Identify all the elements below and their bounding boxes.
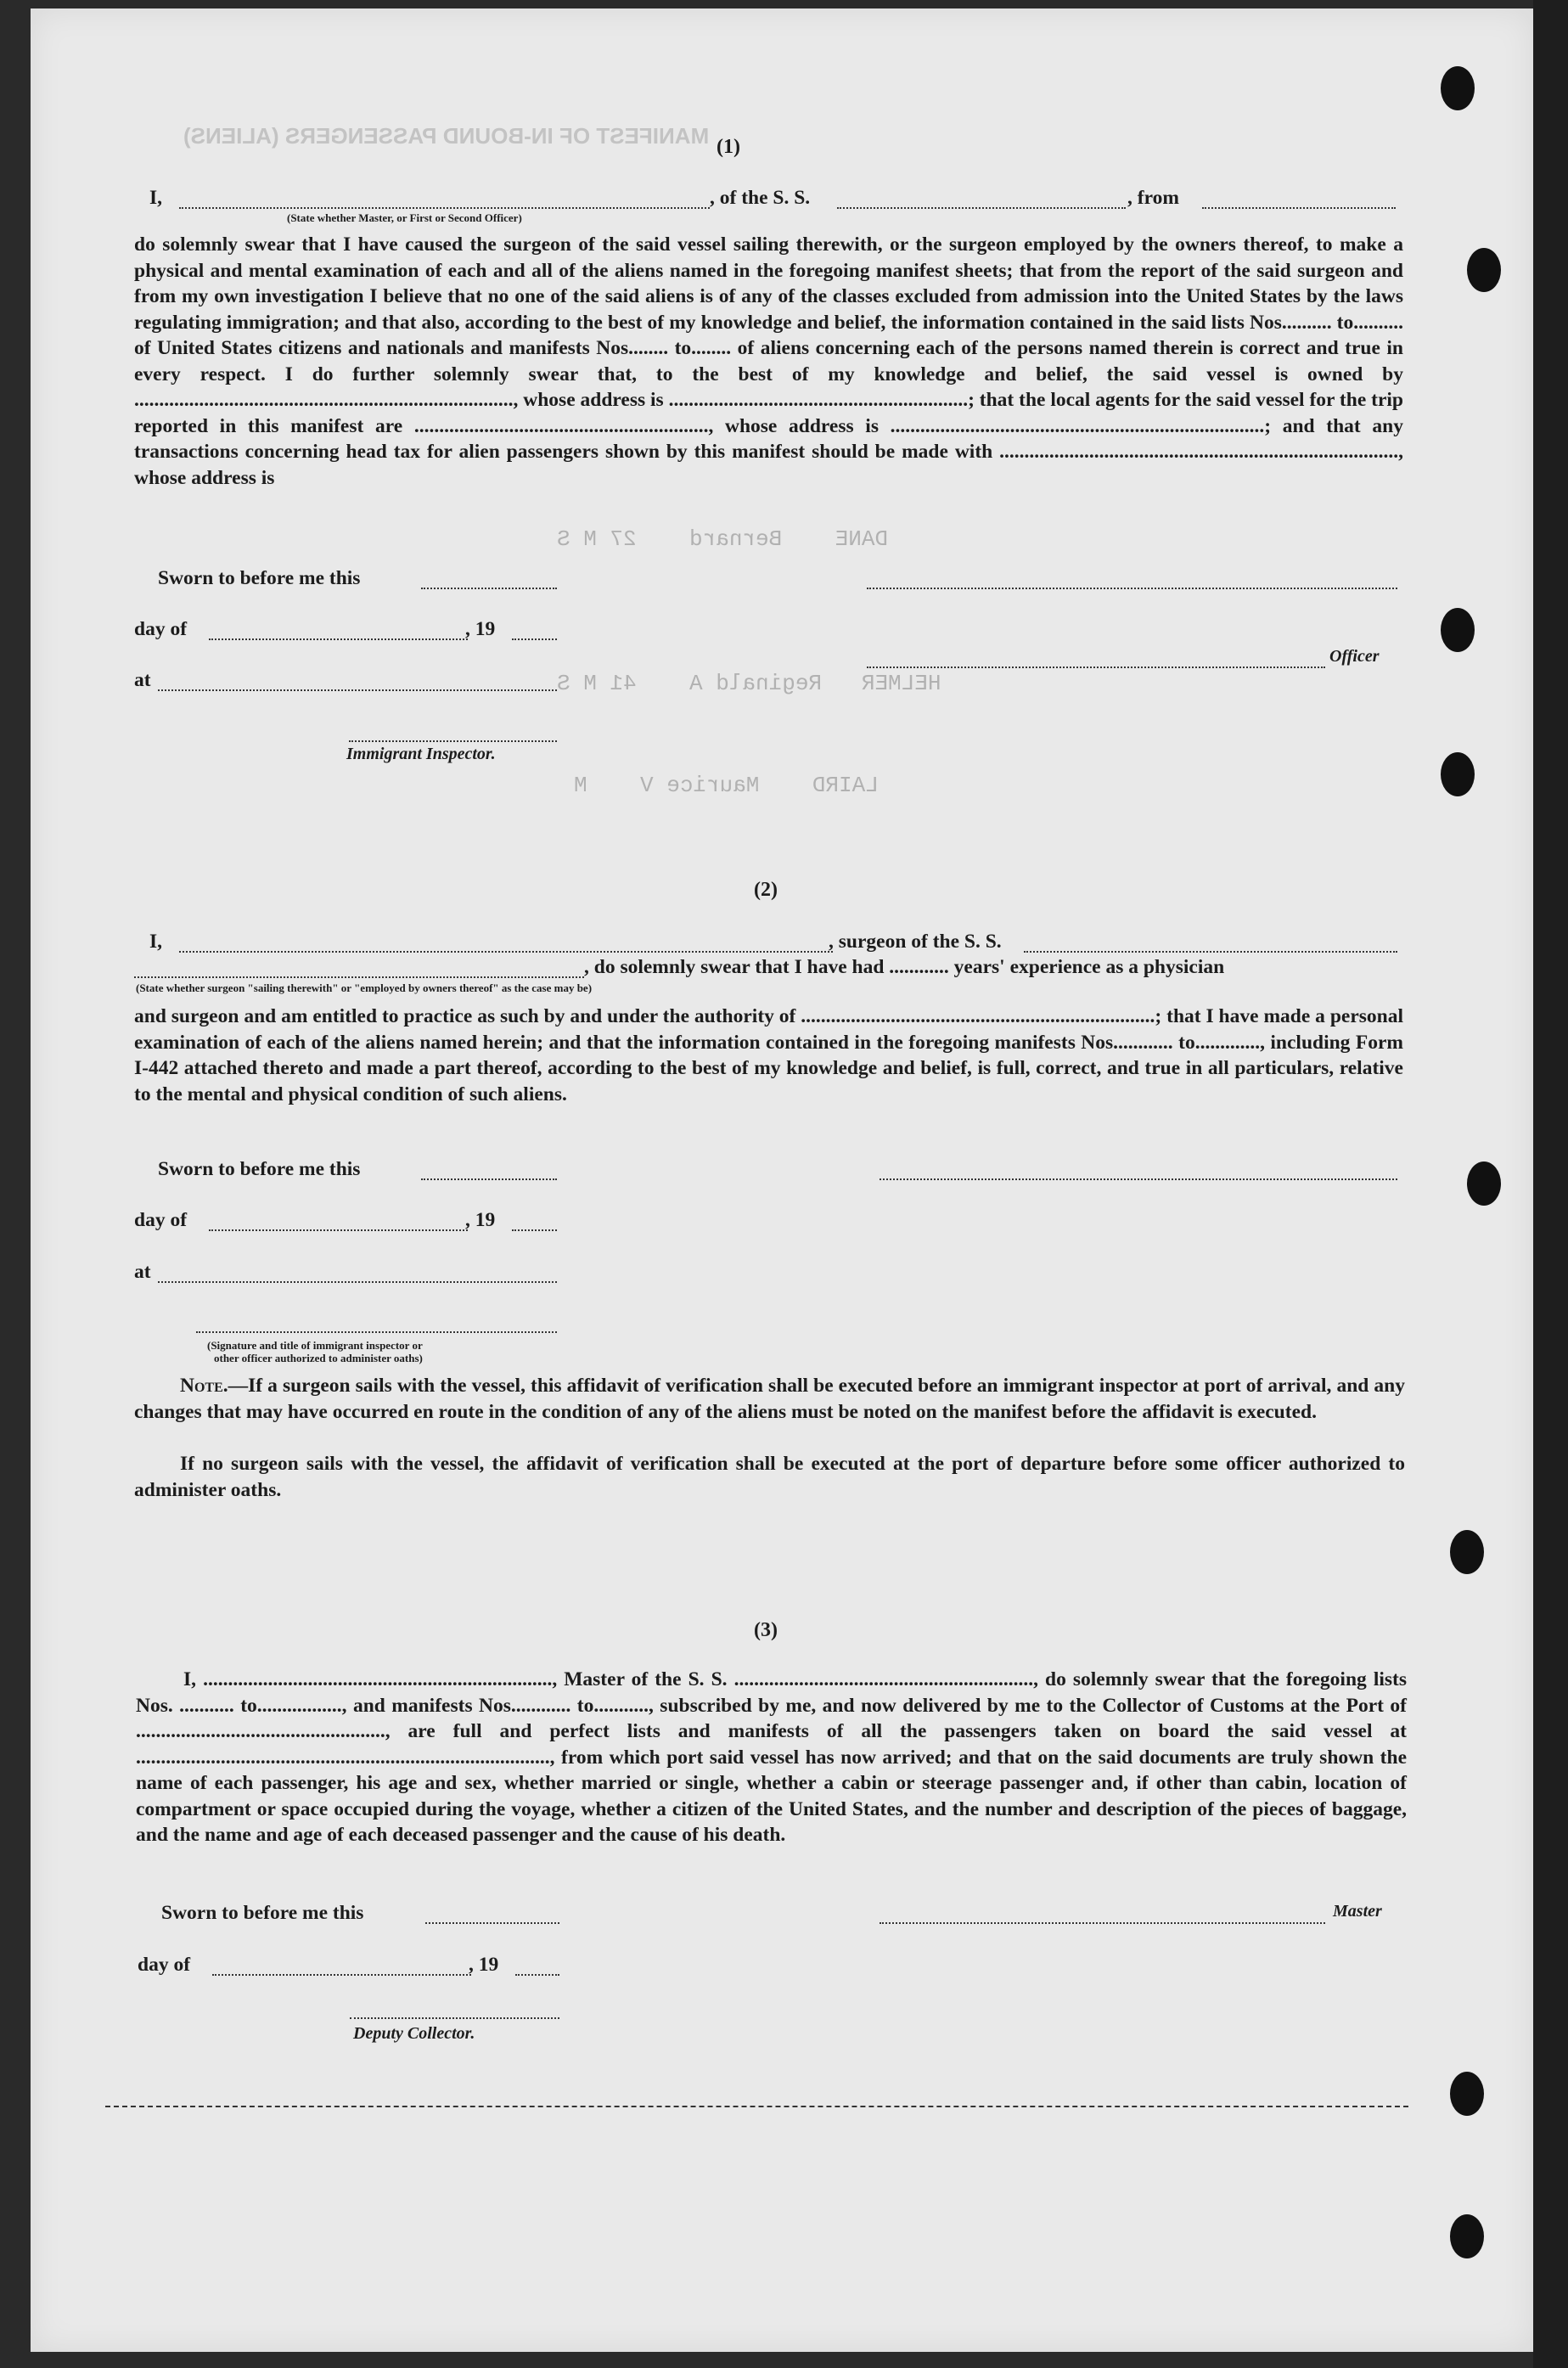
- inspector-signature-field-2[interactable]: [196, 1331, 557, 1333]
- at-field-1[interactable]: [158, 689, 557, 691]
- officer-name-field[interactable]: [179, 207, 710, 209]
- note-label: Note.: [180, 1375, 228, 1397]
- year-label-1: , 19: [465, 618, 496, 640]
- punch-hole-icon: [1441, 752, 1475, 796]
- vessel-label: , of the S. S.: [710, 187, 811, 209]
- officer-signature-field[interactable]: [867, 588, 1397, 589]
- day-of-label-2: day of: [134, 1209, 188, 1231]
- punch-hole-icon: [1450, 2072, 1484, 2116]
- oath-2-body: and surgeon and am entitled to practice as such by and under the authority of .......................................................................; that I have made a personal examination of each of the aliens named herein; and that the information contained in the foregoing manifests Nos............ to............., including Form I-442 attached thereto and made a part thereof, according to the best of my knowledge and belief, is full, correct, and true in all particulars, relative to the mental and physical condition of such aliens.: [134, 1005, 1403, 1105]
- at-label-1: at: [134, 669, 151, 691]
- surgeon-vessel-field[interactable]: [1024, 951, 1397, 953]
- oath-1-name-label: I,: [149, 187, 163, 209]
- surgeon-name-field[interactable]: [179, 951, 833, 953]
- year-field-1[interactable]: [512, 638, 557, 640]
- day-of-field-1[interactable]: [209, 638, 468, 640]
- punch-hole-icon: [1467, 248, 1501, 292]
- punch-hole-icon: [1441, 608, 1475, 652]
- sworn-label-2: Sworn to before me this: [158, 1158, 361, 1180]
- note-paragraph-2: If no surgeon sails with the vessel, the affidavit of verification shall be executed at the port of departure before some officer authorized to administer oaths.: [134, 1453, 1405, 1501]
- surgeon-status-field[interactable]: [134, 976, 584, 978]
- bleed-through-text: DANE Bernard 27 M S: [557, 526, 889, 552]
- from-label: , from: [1127, 187, 1179, 209]
- bleed-through-text: LAIRD Maurice V M: [574, 773, 879, 798]
- surgeon-experience-line: , do solemnly swear that I have had ............ years' experience as a physician: [584, 956, 1225, 978]
- section-2-number: (2): [754, 879, 778, 901]
- day-of-field-3[interactable]: [212, 1974, 471, 1976]
- deputy-collector-label: Deputy Collector.: [353, 2024, 475, 2043]
- oath-2-name-label: I,: [149, 931, 163, 953]
- bottom-rule: [105, 2106, 1408, 2107]
- oath-1-body: do solemnly swear that I have caused the surgeon of the said vessel sailing therewith, or the surgeon employed by the owners thereof, to make a physical and mental examination of each and all of the aliens named in the foregoing manifest sheets; that from the report of the said surgeon and from my own investigation I believe that no one of the said aliens is of any of the classes excluded from admission into the United States by the laws regulating immigration; and that also, according to the best of my knowledge and belief, the information contained in the said lists Nos.......... to.......... of United States citizens and nationals and manifests Nos........ to........ of aliens concerning each of the persons named therein is correct and true in every respect. I do further solemnly swear that, to the best of my knowledge and belief, the said vessel is owned by ............................................................................, whose address is ............................................................; that the local agents for the said vessel for the trip reported in this manifest are ..........................................................., whose address is ...........................................................................; and that any transactions concerning head tax for alien passengers shown by this manifest should be made with ................................................................................, whose address is: [134, 233, 1403, 489]
- sworn-date-field-3[interactable]: [425, 1922, 559, 1924]
- bleed-through-header: MANIFEST OF IN-BOUND PASSENGERS (ALIENS): [183, 123, 710, 149]
- at-field-2[interactable]: [158, 1281, 557, 1283]
- vessel-name-field[interactable]: [837, 207, 1126, 209]
- day-of-label-3: day of: [138, 1954, 191, 1976]
- deputy-signature-field[interactable]: [350, 2017, 559, 2019]
- punch-hole-icon: [1467, 1162, 1501, 1206]
- sworn-date-field-2[interactable]: [421, 1178, 557, 1180]
- inspector-signature-field[interactable]: [349, 740, 557, 742]
- year-field-2[interactable]: [512, 1229, 557, 1231]
- signature-caption-line-1: (Signature and title of immigrant inspector or: [207, 1339, 423, 1352]
- day-of-field-2[interactable]: [209, 1229, 468, 1231]
- oath-3-body: I, ......................................................................, Master of the S. S. ............................................................, do solemnly swear that the foregoing lists Nos. ........... to................., and manifests Nos............ to..........., subscribed by me, and now delivered by me to the Collector of Customs at the Port of .................................................., are full and perfect lists and manifests of all the passengers taken on board the said vessel at ..................................................................................., from which port said vessel has now arrived; and that on the said documents are truly shown the name of each passenger, his age and sex, whether married or single, whether a cabin or steerage passenger and, if other than cabin, location of compartment or space occupied during the voyage, whether a citizen of the United States, and the number and description of the pieces of baggage, and the name and age of each deceased passenger and the cause of his death.: [136, 1668, 1407, 1846]
- surgeon-status-caption: (State whether surgeon "sailing therewith" or "employed by owners thereof" as the case may be): [136, 982, 593, 994]
- day-of-label-1: day of: [134, 618, 188, 640]
- form-page: [31, 8, 1533, 2352]
- from-port-field[interactable]: [1202, 207, 1396, 209]
- at-label-2: at: [134, 1261, 151, 1283]
- note-paragraph-1: [134, 1373, 1405, 1425]
- scan-edge: [1533, 0, 1568, 2368]
- punch-hole-icon: [1450, 2214, 1484, 2258]
- sworn-date-field-1[interactable]: [421, 588, 557, 589]
- year-label-2: , 19: [465, 1209, 496, 1231]
- signature-caption-line-2: other officer authorized to administer oaths): [214, 1352, 423, 1364]
- section-3-number: (3): [754, 1619, 778, 1641]
- punch-hole-icon: [1441, 66, 1475, 110]
- officer-rank-caption: (State whether Master, or First or Second Officer): [287, 211, 522, 224]
- punch-hole-icon: [1450, 1530, 1484, 1574]
- note-text-1: —If a surgeon sails with the vessel, this affidavit of verification shall be executed before an immigrant inspector at port of arrival, and any changes that may have occurred en route in the condition of any of the aliens must be noted on the manifest before the affidavit is executed.: [134, 1375, 1405, 1423]
- master-label: Master: [1333, 1902, 1382, 1921]
- section-1-number: (1): [717, 136, 740, 158]
- officer-title-field[interactable]: [867, 667, 1325, 668]
- immigrant-inspector-label: Immigrant Inspector.: [346, 745, 496, 763]
- sworn-label-1: Sworn to before me this: [158, 567, 361, 589]
- surgeon-signature-field[interactable]: [880, 1178, 1397, 1180]
- bleed-through-text: HELMER Reginald A 41 M S: [557, 671, 941, 696]
- sworn-label-3: Sworn to before me this: [161, 1902, 364, 1924]
- master-signature-field[interactable]: [880, 1922, 1325, 1924]
- officer-label: Officer: [1329, 647, 1380, 666]
- surgeon-of-vessel-label: , surgeon of the S. S.: [829, 931, 1002, 953]
- year-label-3: , 19: [469, 1954, 499, 1976]
- year-field-3[interactable]: [515, 1974, 559, 1976]
